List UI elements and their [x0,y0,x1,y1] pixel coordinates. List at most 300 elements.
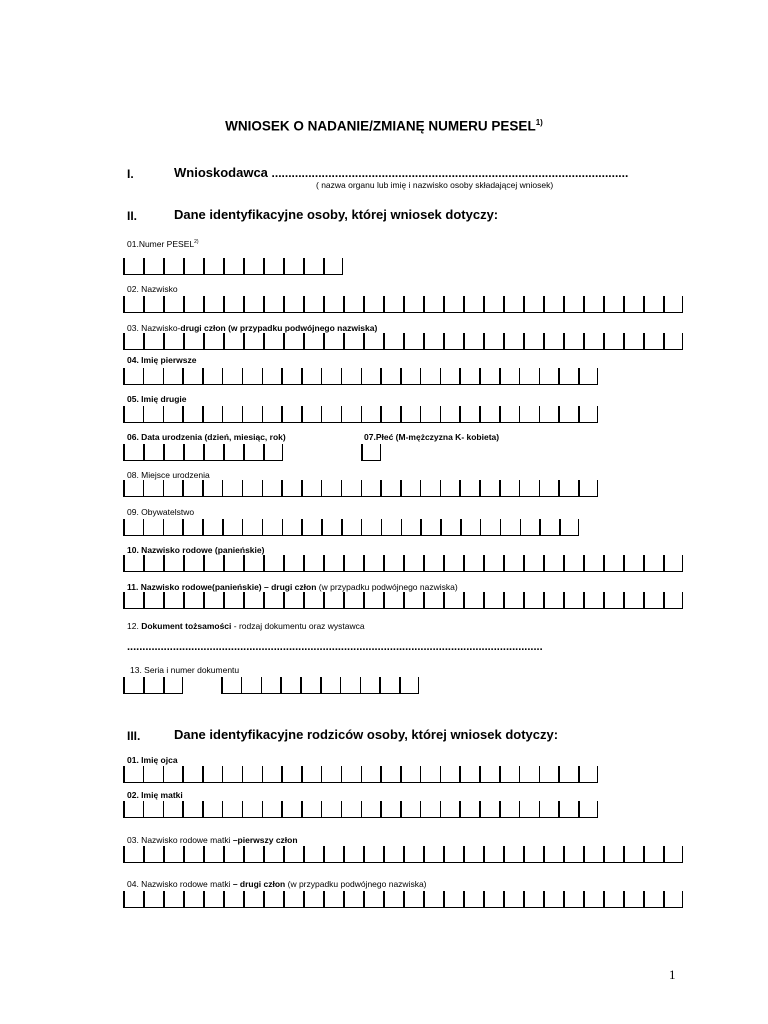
page-title-text: WNIOSEK O NADANIE/ZMIANĘ NUMERU PESEL [225,118,536,134]
box-divider [361,444,363,461]
first-name-label: 04. Imię pierwsze [127,355,197,365]
box-divider [403,592,405,609]
box-divider [301,480,303,497]
box-divider [459,406,461,423]
box-divider [400,368,402,385]
maiden-second-boxes[interactable] [123,592,683,609]
box-divider [123,444,125,461]
box-divider [222,801,224,818]
box-divider [523,333,525,350]
box-divider [182,801,184,818]
box-divider [361,406,363,423]
box-baseline [123,535,579,537]
box-divider [143,406,145,423]
box-divider [303,333,305,350]
box-divider [583,592,585,609]
box-divider [597,480,599,497]
box-divider [483,891,485,908]
box-divider [182,368,184,385]
box-divider [123,480,125,497]
box-divider [263,258,265,275]
box-divider [243,846,245,863]
box-divider [583,296,585,313]
box-divider [523,296,525,313]
box-divider [143,296,145,313]
document-series-boxes[interactable] [123,677,183,694]
box-divider [163,296,165,313]
citizenship-boxes[interactable] [123,519,579,536]
box-divider [483,333,485,350]
box-divider [183,555,185,572]
box-divider [503,296,505,313]
box-divider [401,519,403,536]
box-divider [143,333,145,350]
box-divider [123,519,125,536]
box-divider [440,480,442,497]
box-divider [603,333,605,350]
box-divider [420,480,422,497]
mother-maiden-first-boxes[interactable] [123,846,683,863]
box-divider [343,333,345,350]
pesel-label: 01.Numer PESEL$^{2)}$ [127,239,199,249]
birth-place-label: 08. Miejsce urodzenia [127,470,210,480]
mother-maiden-second-boxes[interactable] [123,891,683,908]
box-divider [379,677,381,694]
box-divider [479,368,481,385]
box-divider [483,555,485,572]
box-divider [183,258,185,275]
box-divider [341,801,343,818]
maiden-name-boxes[interactable] [123,555,683,572]
box-divider [301,766,303,783]
box-divider [519,801,521,818]
box-divider [202,519,204,536]
box-divider [558,480,560,497]
box-divider [163,368,165,385]
box-divider [243,592,245,609]
box-divider [363,846,365,863]
box-divider [682,592,684,609]
box-divider [463,296,465,313]
box-divider [603,592,605,609]
box-divider [519,480,521,497]
box-divider [323,333,325,350]
box-divider [361,480,363,497]
box-divider [202,766,204,783]
box-divider [597,801,599,818]
box-divider [400,801,402,818]
box-divider [243,891,245,908]
box-divider [623,296,625,313]
box-divider [623,846,625,863]
box-divider [143,555,145,572]
birth-date-boxes[interactable] [123,444,283,461]
box-divider [143,846,145,863]
box-divider [242,480,244,497]
box-divider [479,766,481,783]
box-divider [380,480,382,497]
box-divider [281,480,283,497]
box-divider [321,766,323,783]
box-divider [663,555,665,572]
box-divider [242,368,244,385]
box-divider [283,592,285,609]
box-divider [123,258,125,275]
box-divider [123,592,125,609]
box-divider [323,891,325,908]
box-divider [558,406,560,423]
box-divider [563,333,565,350]
box-divider [420,368,422,385]
box-divider [262,480,264,497]
box-divider [459,368,461,385]
mother-name-boxes[interactable] [123,801,598,818]
mother-maiden-second-label: 04. Nazwisko rodowe matki – drugi człon (w przypadku podwójnego nazwiska) [127,879,427,889]
box-divider [163,258,165,275]
box-divider [182,766,184,783]
box-divider [303,555,305,572]
box-divider [403,891,405,908]
box-divider [281,766,283,783]
box-divider [363,333,365,350]
box-divider [539,519,541,536]
box-divider [182,519,184,536]
box-divider [123,555,125,572]
box-divider [143,891,145,908]
box-divider [163,333,165,350]
box-divider [242,766,244,783]
box-divider [663,846,665,863]
box-divider [163,406,165,423]
box-divider [519,406,521,423]
box-divider [523,555,525,572]
box-divider [483,296,485,313]
box-divider [503,333,505,350]
box-divider [443,555,445,572]
second-name-boxes[interactable] [123,406,598,423]
box-divider [539,480,541,497]
section-1-number: I. [127,167,134,181]
birth-place-boxes[interactable] [123,480,598,497]
box-divider [403,333,405,350]
box-divider [583,891,585,908]
box-divider [400,406,402,423]
box-divider [263,592,265,609]
document-number-boxes[interactable] [221,677,419,694]
box-divider [183,444,185,461]
box-divider [123,891,125,908]
section-2-title: Dane identyfikacyjne osoby, której wniosek dotyczy: [174,207,499,222]
box-divider [463,846,465,863]
box-divider [578,766,580,783]
box-divider [223,296,225,313]
box-divider [423,592,425,609]
box-divider [483,846,485,863]
applicant-hint: ( nazwa organu lub imię i nazwisko osoby składającej wniosek) [316,180,554,190]
box-divider [539,801,541,818]
box-divider [563,555,565,572]
box-divider [263,891,265,908]
box-divider [321,519,323,536]
box-divider [523,846,525,863]
box-divider [343,846,345,863]
box-divider [283,555,285,572]
father-name-label: 01. Imię ojca [127,755,178,765]
box-divider [281,368,283,385]
box-divider [303,846,305,863]
box-divider [420,519,422,536]
box-divider [539,368,541,385]
box-divider [597,406,599,423]
box-divider [383,333,385,350]
box-divider [597,368,599,385]
box-divider [623,592,625,609]
box-divider [202,801,204,818]
box-divider [280,677,282,694]
box-divider [281,406,283,423]
box-divider [241,677,243,694]
box-divider [303,258,305,275]
box-divider [243,258,245,275]
box-divider [380,801,382,818]
box-divider [262,801,264,818]
box-divider [443,592,445,609]
box-divider [263,846,265,863]
sex-label: 07.Płeć (M-mężczyzna K- kobieta) [364,432,500,442]
box-divider [643,555,645,572]
box-divider [403,846,405,863]
box-divider [503,846,505,863]
applicant-dotted-line[interactable]: ........................................................................................................... [271,166,629,180]
surname-second-boxes[interactable] [123,333,683,350]
box-divider [583,846,585,863]
box-divider [203,555,205,572]
box-divider [440,766,442,783]
box-divider [242,801,244,818]
box-divider [380,766,382,783]
box-divider [242,519,244,536]
box-divider [163,766,165,783]
box-divider [123,801,125,818]
box-divider [663,592,665,609]
box-divider [123,406,125,423]
box-divider [123,333,125,350]
box-divider [303,296,305,313]
box-divider [243,444,245,461]
box-divider [323,555,325,572]
box-divider [222,766,224,783]
box-divider [380,368,382,385]
box-divider [558,801,560,818]
box-divider [203,444,205,461]
father-name-boxes[interactable] [123,766,598,783]
box-divider [443,891,445,908]
box-divider [423,555,425,572]
box-divider [399,677,401,694]
box-divider [343,296,345,313]
pesel-boxes[interactable] [123,258,343,275]
box-divider [583,555,585,572]
box-divider [603,555,605,572]
box-divider [597,766,599,783]
box-divider [383,555,385,572]
box-divider [341,480,343,497]
box-divider [361,766,363,783]
box-divider [563,846,565,863]
box-divider [400,766,402,783]
box-divider [182,677,184,694]
box-divider [263,333,265,350]
box-divider [223,333,225,350]
box-divider [423,333,425,350]
box-divider [663,891,665,908]
box-divider [440,519,442,536]
box-divider [183,846,185,863]
mother-name-label: 02. Imię matki [127,790,183,800]
box-divider [143,368,145,385]
box-divider [182,406,184,423]
box-divider [603,296,605,313]
box-divider [243,333,245,350]
surname-label: 02. Nazwisko [127,284,178,294]
box-divider [163,801,165,818]
id-document-dotted-line[interactable]: ........................................................................................................................................ [127,641,543,653]
box-divider [360,677,362,694]
box-divider [543,555,545,572]
title-footnote: 1) [535,118,543,127]
box-divider [202,368,204,385]
box-divider [383,296,385,313]
box-divider [143,801,145,818]
box-divider [463,592,465,609]
box-divider [320,677,322,694]
box-divider [221,677,223,694]
box-divider [400,480,402,497]
box-divider [262,368,264,385]
box-divider [523,891,525,908]
box-divider [203,258,205,275]
box-divider [203,891,205,908]
box-divider [223,555,225,572]
box-divider [423,846,425,863]
box-divider [163,891,165,908]
box-divider [383,592,385,609]
box-divider [123,296,125,313]
box-divider [363,555,365,572]
box-divider [282,444,284,461]
box-divider [183,296,185,313]
box-divider [578,480,580,497]
box-divider [418,677,420,694]
box-divider [301,519,303,536]
box-divider [480,519,482,536]
box-divider [343,592,345,609]
box-divider [303,891,305,908]
second-name-label: 05. Imię drugie [127,394,187,404]
box-divider [539,406,541,423]
box-divider [623,891,625,908]
box-divider [682,846,684,863]
box-divider [263,296,265,313]
box-divider [281,801,283,818]
box-divider [578,801,580,818]
box-divider [343,555,345,572]
sex-box[interactable] [361,444,381,461]
birth-date-label: 06. Data urodzenia (dzień, miesiąc, rok) [127,432,286,442]
box-divider [223,592,225,609]
box-divider [420,406,422,423]
box-divider [223,891,225,908]
box-divider [301,368,303,385]
box-divider [578,519,580,536]
box-divider [163,519,165,536]
box-divider [243,296,245,313]
box-divider [202,406,204,423]
first-name-boxes[interactable] [123,368,598,385]
box-divider [443,333,445,350]
surname-second-label: 03. Nazwisko-drugi człon (w przypadku podwójnego nazwiska) [127,323,378,333]
box-divider [563,592,565,609]
box-divider [443,846,445,863]
box-divider [483,592,485,609]
box-divider [262,519,264,536]
surname-boxes[interactable] [123,296,683,313]
box-divider [323,296,325,313]
box-divider [323,258,325,275]
box-divider [543,846,545,863]
box-divider [423,296,425,313]
box-divider [563,296,565,313]
box-divider [440,368,442,385]
box-divider [203,846,205,863]
box-divider [440,801,442,818]
box-divider [463,891,465,908]
box-divider [578,406,580,423]
box-divider [643,846,645,863]
box-divider [203,333,205,350]
box-divider [380,444,382,461]
citizenship-label: 09. Obywatelstwo [127,507,195,517]
box-divider [543,891,545,908]
box-divider [123,368,125,385]
box-divider [282,519,284,536]
box-divider [301,406,303,423]
box-divider [383,891,385,908]
box-divider [242,406,244,423]
box-divider [261,677,263,694]
box-divider [202,480,204,497]
box-divider [222,519,224,536]
box-divider [558,766,560,783]
box-divider [459,480,461,497]
page-title [0,118,768,134]
box-divider [519,766,521,783]
box-divider [459,801,461,818]
box-divider [323,592,325,609]
mother-maiden-first-label: 03. Nazwisko rodowe matki –pierwszy człon [127,835,298,845]
box-divider [361,368,363,385]
box-divider [539,766,541,783]
box-divider [603,891,605,908]
box-divider [503,891,505,908]
box-baseline [123,693,183,695]
box-divider [183,891,185,908]
box-divider [361,801,363,818]
box-divider [341,519,343,536]
box-divider [222,480,224,497]
box-baseline [123,274,343,276]
box-divider [523,592,525,609]
